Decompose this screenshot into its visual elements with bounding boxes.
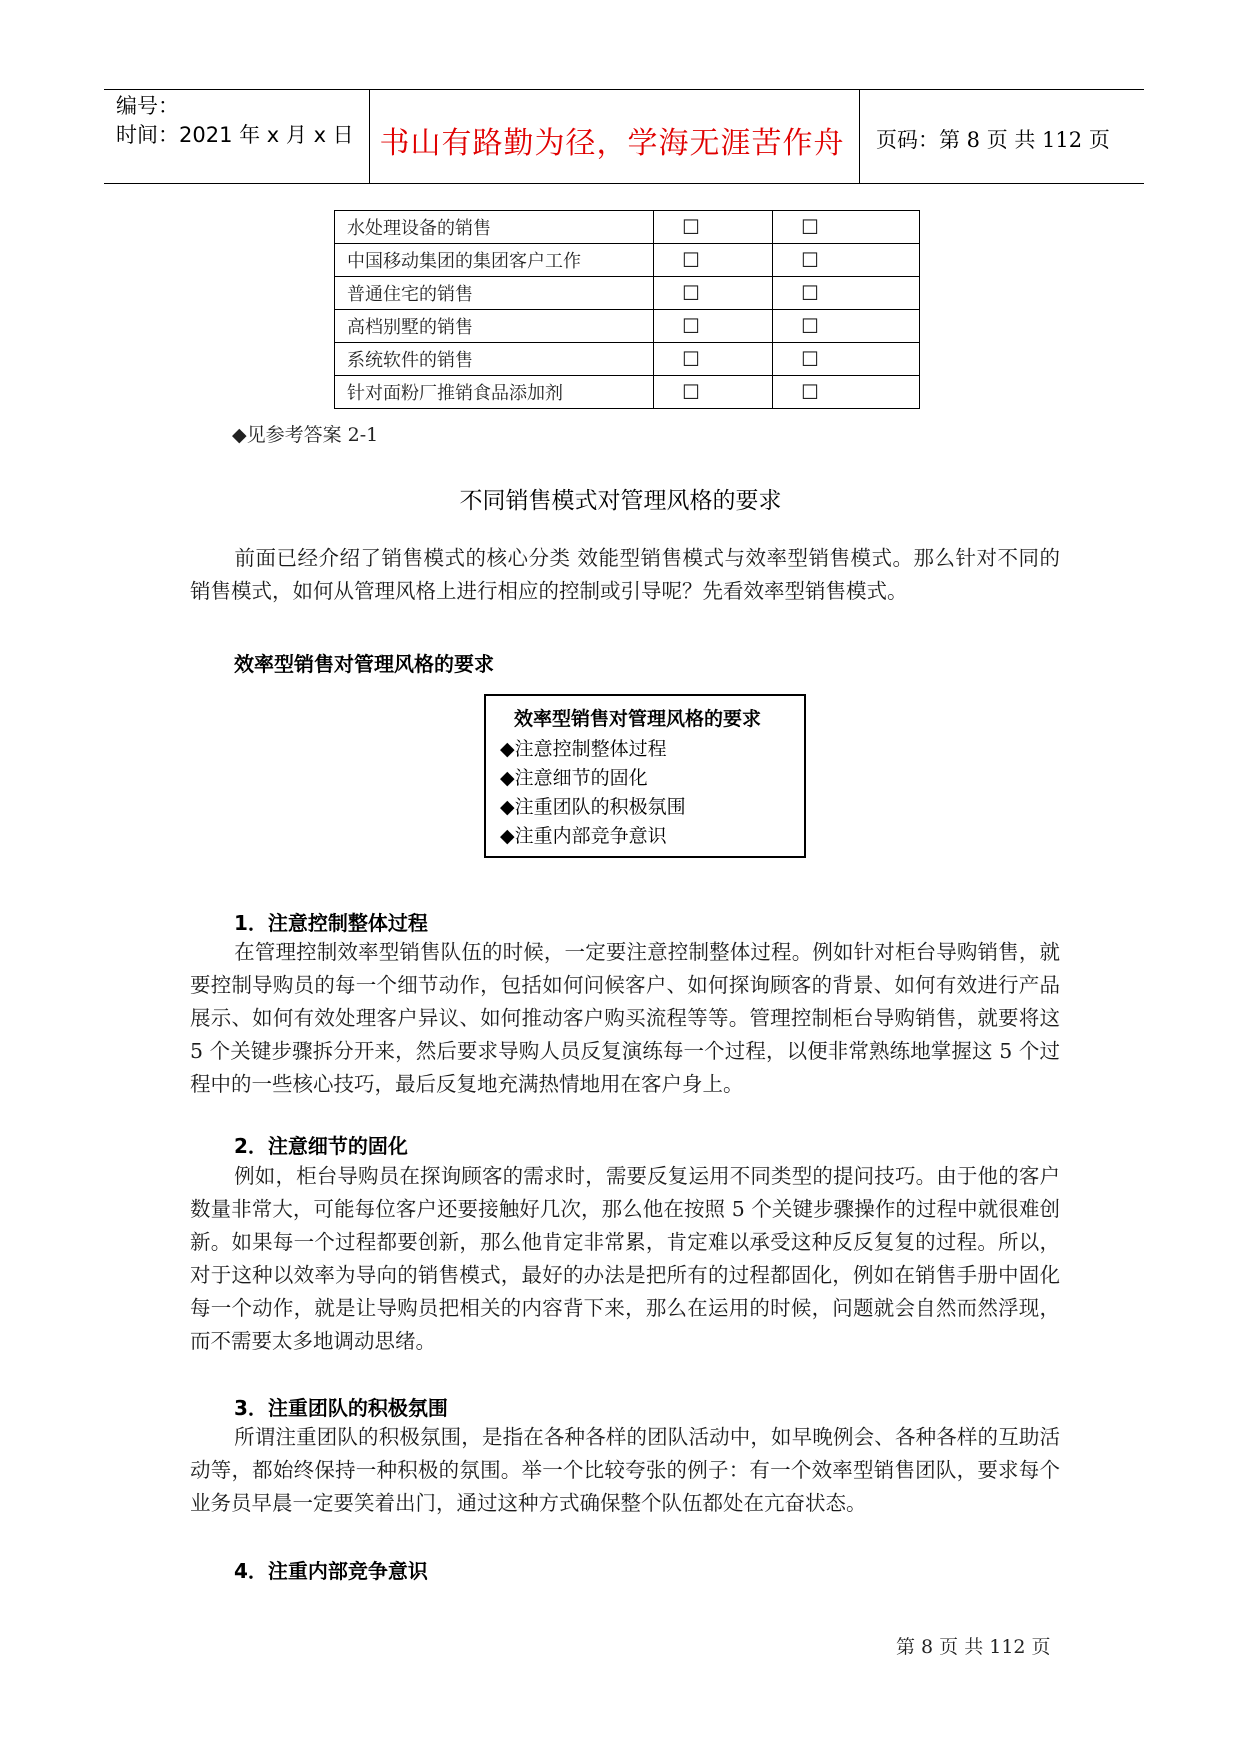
box-item: ◆注意控制整体过程 <box>500 738 667 760</box>
section-text-1: 在管理控制效率型销售队伍的时候，一定要注意控制整体过程。例如针对柜台导购销售，就要控制导购员的每一个细节动作，包括如何问候客户、如何探询顾客的背景、如何有效进行产品展示、如何有效处理客户异议、如何推动客户购买流程等等。管理控制柜台导购销售，就要将这 5 个关键步骤拆分开来，然后要求导购人员反复演练每一个过程，以便非常熟练地掌握这 5 个过程中的一些核心技巧，最后反复地充满热情地用在客户身上。 <box>190 940 1060 1096</box>
checkbox-efficiency[interactable]: ☐ <box>654 343 773 376</box>
table-row <box>335 376 920 409</box>
time-label: 时间：2021 年 x 月 x 日 <box>116 123 354 147</box>
checkbox-effectiveness[interactable]: ☐ <box>773 343 920 376</box>
header-page-label: 页码：第 8 页 共 112 页 <box>876 128 1110 152</box>
table-row <box>335 310 920 343</box>
section-paragraph-1 <box>190 936 1060 1101</box>
section-title: 不同销售模式对管理风格的要求 <box>459 488 782 514</box>
row-label: 中国移动集团的集团客户工作 <box>335 244 654 277</box>
intro-paragraph <box>190 542 1060 608</box>
row-label: 普通住宅的销售 <box>335 277 654 310</box>
checkbox-effectiveness[interactable]: ☐ <box>773 211 920 244</box>
section-paragraph-3 <box>190 1421 1060 1520</box>
header-meta <box>116 92 354 150</box>
box-item: ◆注重团队的积极氛围 <box>500 796 686 818</box>
checkbox-effectiveness[interactable]: ☐ <box>773 277 920 310</box>
checkbox-efficiency[interactable]: ☐ <box>654 310 773 343</box>
section-paragraph-2 <box>190 1160 1060 1358</box>
row-label: 针对面粉厂推销食品添加剂 <box>335 376 654 409</box>
page-footer: 第 8 页 共 112 页 <box>896 1636 1051 1658</box>
number-label: 编号： <box>116 94 179 118</box>
box-item: ◆注重内部竞争意识 <box>500 825 667 847</box>
section-heading-4: 4．注重内部竞争意识 <box>234 1559 428 1583</box>
box-title: 效率型销售对管理风格的要求 <box>514 708 762 730</box>
table-row <box>335 244 920 277</box>
sales-type-table <box>334 210 920 409</box>
subheading: 效率型销售对管理风格的要求 <box>234 652 494 676</box>
section-text-3: 所谓注重团队的积极氛围，是指在各种各样的团队活动中，如早晚例会、各种各样的互助活动等，都始终保持一种积极的氛围。举一个比较夸张的例子：有一个效率型销售团队，要求每个业务员早晨一定要笑着出门，通过这种方式确保整个队伍都处在亢奋状态。 <box>190 1425 1060 1515</box>
row-label: 系统软件的销售 <box>335 343 654 376</box>
section-heading-1: 1．注意控制整体过程 <box>234 911 428 935</box>
checkbox-effectiveness[interactable]: ☐ <box>773 310 920 343</box>
table-row <box>335 277 920 310</box>
row-label: 水处理设备的销售 <box>335 211 654 244</box>
checkbox-efficiency[interactable]: ☐ <box>654 277 773 310</box>
checkbox-effectiveness[interactable]: ☐ <box>773 376 920 409</box>
requirements-box <box>484 694 806 858</box>
header-divider-left <box>369 89 370 183</box>
row-label: 高档别墅的销售 <box>335 310 654 343</box>
checkbox-efficiency[interactable]: ☐ <box>654 244 773 277</box>
header-divider-right <box>859 89 860 183</box>
section-text-2: 例如，柜台导购员在探询顾客的需求时，需要反复运用不同类型的提问技巧。由于他的客户数量非常大，可能每位客户还要接触好几次，那么他在按照 5 个关键步骤操作的过程中就很难创新。如果每一个过程都要创新，那么他肯定非常累，肯定难以承受这种反反复复的过程。所以，对于这种以效率为导向的销售模式，最好的办法是把所有的过程都固化，例如在销售手册中固化每一个动作，就是让导购员把相关的内容背下来，那么在运用的时候，问题就会自然而然浮现，而不需要太多地调动思绪。 <box>190 1164 1060 1353</box>
section-heading-3: 3．注重团队的积极氛围 <box>234 1396 448 1420</box>
header-top-rule <box>104 89 1144 90</box>
checkbox-efficiency[interactable]: ☐ <box>654 211 773 244</box>
box-item: ◆注意细节的固化 <box>500 767 648 789</box>
header-motto: 书山有路勤为径，学海无涯苦作舟 <box>379 126 845 161</box>
checkbox-effectiveness[interactable]: ☐ <box>773 244 920 277</box>
checkbox-efficiency[interactable]: ☐ <box>654 376 773 409</box>
header-bottom-rule <box>104 183 1144 184</box>
section-heading-2: 2．注意细节的固化 <box>234 1134 408 1158</box>
table-row <box>335 211 920 244</box>
intro-text: 前面已经介绍了销售模式的核心分类 效能型销售模式与效率型销售模式。那么针对不同的销售模式，如何从管理风格上进行相应的控制或引导呢？先看效率型销售模式。 <box>190 546 1060 603</box>
reference-answer: ◆见参考答案 2-1 <box>232 424 379 446</box>
table-row <box>335 343 920 376</box>
